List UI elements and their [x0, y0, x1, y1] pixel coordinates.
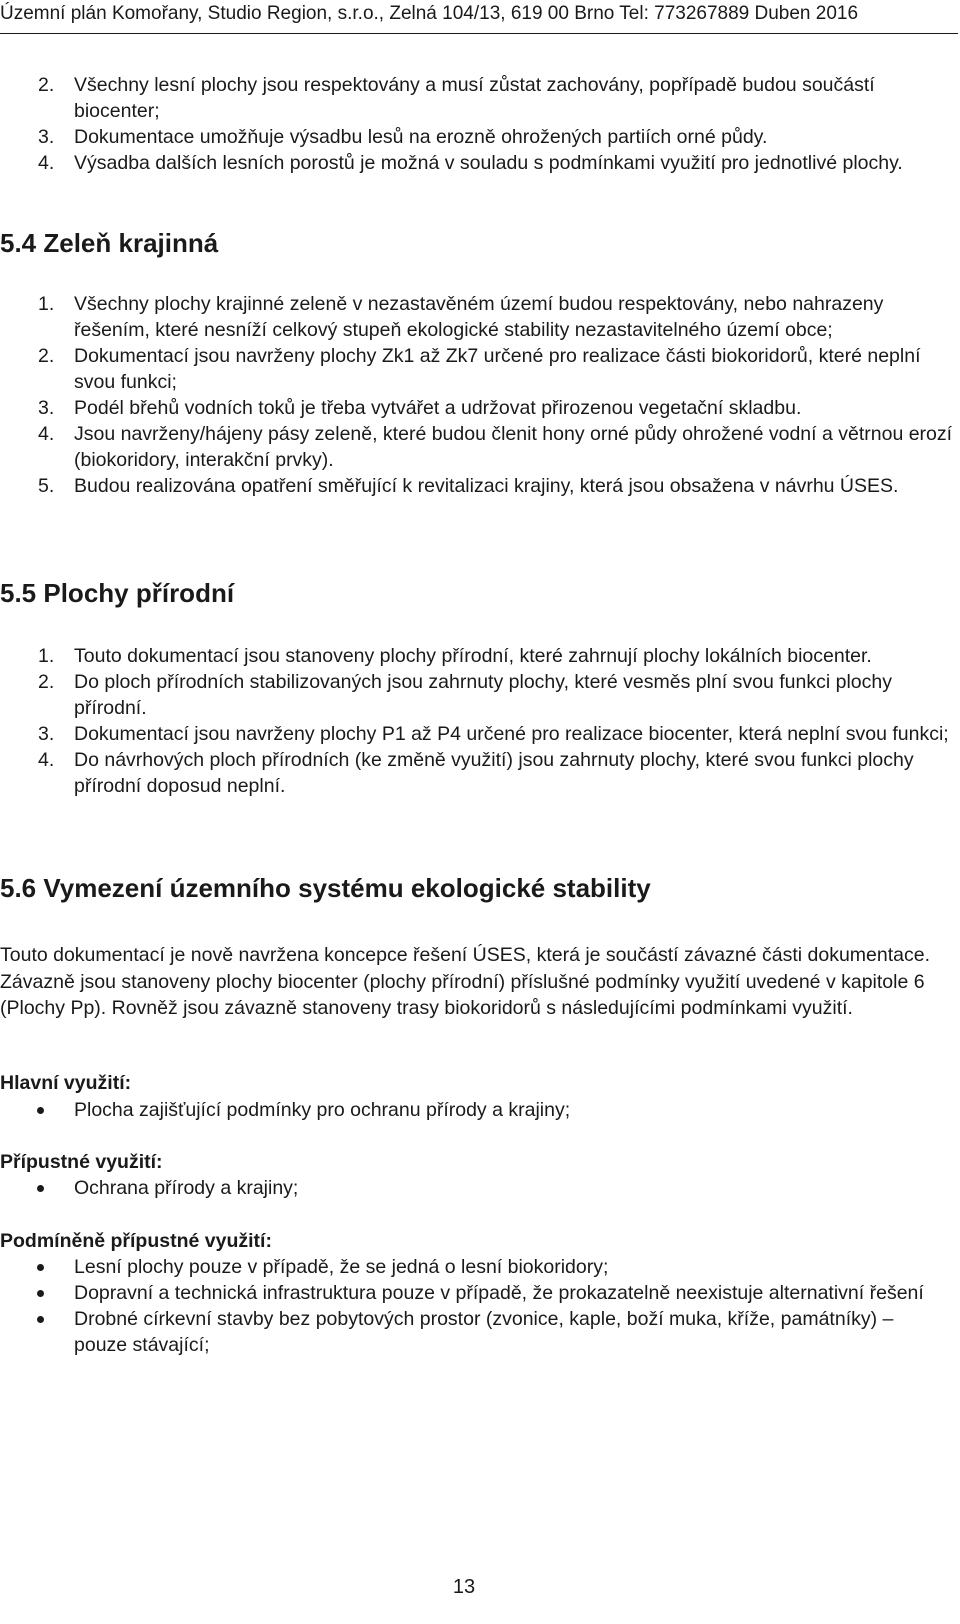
list-text: Dokumentací jsou navrženy plochy Zk1 až Zk7 určené pro realizace části biokoridorů, které neplní svou funkci; [74, 345, 921, 393]
list-item [0, 343, 960, 395]
list-number: 1. [38, 293, 55, 315]
list-number: 4. [38, 423, 55, 445]
list-number: 2. [38, 74, 55, 96]
bullet-text: Drobné církevní stavby bez pobytových prostor (zvonice, kaple, boží muka, kříže, památníky) – pouze stávající; [74, 1308, 894, 1356]
list-item [0, 473, 960, 499]
conditional-use-label: Podmíněně přípustné využití: [0, 1230, 272, 1252]
bullet-dot [37, 1107, 44, 1114]
list-item [0, 747, 960, 799]
list-item [0, 721, 960, 747]
list-item [0, 643, 960, 669]
bullet-dot [37, 1290, 44, 1297]
page-header: Územní plán Komořany, Studio Region, s.r.o., Zelná 104/13, 619 00 Brno Tel: 773267889 Duben 2016 [0, 3, 859, 24]
header-divider [0, 33, 958, 34]
permitted-use-list [0, 1175, 960, 1201]
section-heading-5-6: 5.6 Vymezení územního systému ekologické stability [0, 873, 651, 903]
list-text: Dokumentací jsou navrženy plochy P1 až P4 určené pro realizace biocenter, která neplní svou funkci; [74, 723, 949, 745]
list-text: Všechny lesní plochy jsou respektovány a musí zůstat zachovány, popřípadě budou součástí biocenter; [74, 74, 875, 122]
list-item [0, 72, 960, 124]
section-heading-5-5: 5.5 Plochy přírodní [0, 578, 235, 608]
bullet-dot [37, 1316, 44, 1323]
main-use-label: Hlavní využití: [0, 1072, 132, 1094]
list-item [0, 669, 960, 721]
bullet-text: Ochrana přírody a krajiny; [74, 1177, 299, 1199]
list-number: 5. [38, 475, 55, 497]
conditional-use-list [0, 1254, 960, 1358]
bullet-item [0, 1175, 960, 1201]
bullet-item [0, 1254, 960, 1280]
list-number: 3. [38, 126, 55, 148]
section-5-6-paragraph: Touto dokumentací je nově navržena koncepce řešení ÚSES, která je součástí závazné části dokumentace. Závazně jsou stanoveny plochy biocenter (plochy přírodní) příslušné podmínky využití uvedené v kapitole 6 (Plochy Pp). Rovněž jsou závazně stanoveny trasy biokoridorů s následujícími podmínkami využití. [0, 944, 931, 1019]
list-number: 3. [38, 723, 55, 745]
bullet-dot [37, 1185, 44, 1192]
list-item [0, 421, 960, 473]
list-text: Do ploch přírodních stabilizovaných jsou zahrnuty plochy, které vesměs plní svou funkci plochy přírodní. [74, 671, 892, 719]
list-text: Podél břehů vodních toků je třeba vytvářet a udržovat přirozenou vegetační skladbu. [74, 397, 802, 419]
section-5-5-list [0, 643, 960, 799]
list-text: Dokumentace umožňuje výsadbu lesů na erozně ohrožených partiích orné půdy. [74, 126, 768, 148]
list-text: Všechny plochy krajinné zeleně v nezastavěném území budou respektovány, nebo nahrazeny řešením, které nesníží celkový stupeň ekologické stability nezastavitelného území obce; [74, 293, 884, 341]
bullet-item [0, 1280, 960, 1306]
list-item [0, 150, 960, 176]
list-text: Do návrhových ploch přírodních (ke změně využití) jsou zahrnuty plochy, které svou funkci plochy přírodní doposud neplní. [74, 749, 914, 797]
list-text: Výsadba dalších lesních porostů je možná v souladu s podmínkami využití pro jednotlivé plochy. [74, 152, 903, 174]
bullet-text: Plocha zajišťující podmínky pro ochranu přírody a krajiny; [74, 1099, 571, 1121]
bullet-text: Lesní plochy pouze v případě, že se jedná o lesní biokoridory; [74, 1256, 609, 1278]
list-number: 2. [38, 345, 55, 367]
section-heading-5-4: 5.4 Zeleň krajinná [0, 228, 219, 258]
list-item [0, 395, 960, 421]
bullet-text: Dopravní a technická infrastruktura pouze v případě, že prokazatelně neexistuje alternativní řešení [74, 1282, 924, 1304]
list-text: Jsou navrženy/hájeny pásy zeleně, které budou členit hony orné půdy ohrožené vodní a větrnou erozí (biokoridory, interakční prvky). [74, 423, 953, 471]
bullet-dot [37, 1264, 44, 1271]
section-5-4-list [0, 291, 960, 499]
list-text: Budou realizována opatření směřující k revitalizaci krajiny, která jsou obsažena v návrhu ÚSES. [74, 475, 899, 497]
list-number: 1. [38, 645, 55, 667]
permitted-use-label: Přípustné využití: [0, 1151, 163, 1173]
main-use-list [0, 1097, 960, 1123]
list-number: 3. [38, 397, 55, 419]
list-number: 2. [38, 671, 55, 693]
bullet-item [0, 1097, 960, 1123]
list-number: 4. [38, 152, 55, 174]
list-number: 4. [38, 749, 55, 771]
bullet-item [0, 1306, 960, 1358]
list-item [0, 291, 960, 343]
page-number: 13 [452, 1576, 476, 1598]
list-text: Touto dokumentací jsou stanoveny plochy přírodní, které zahrnují plochy lokálních biocenter. [74, 645, 872, 667]
list-item [0, 124, 960, 150]
intro-list [0, 72, 960, 176]
